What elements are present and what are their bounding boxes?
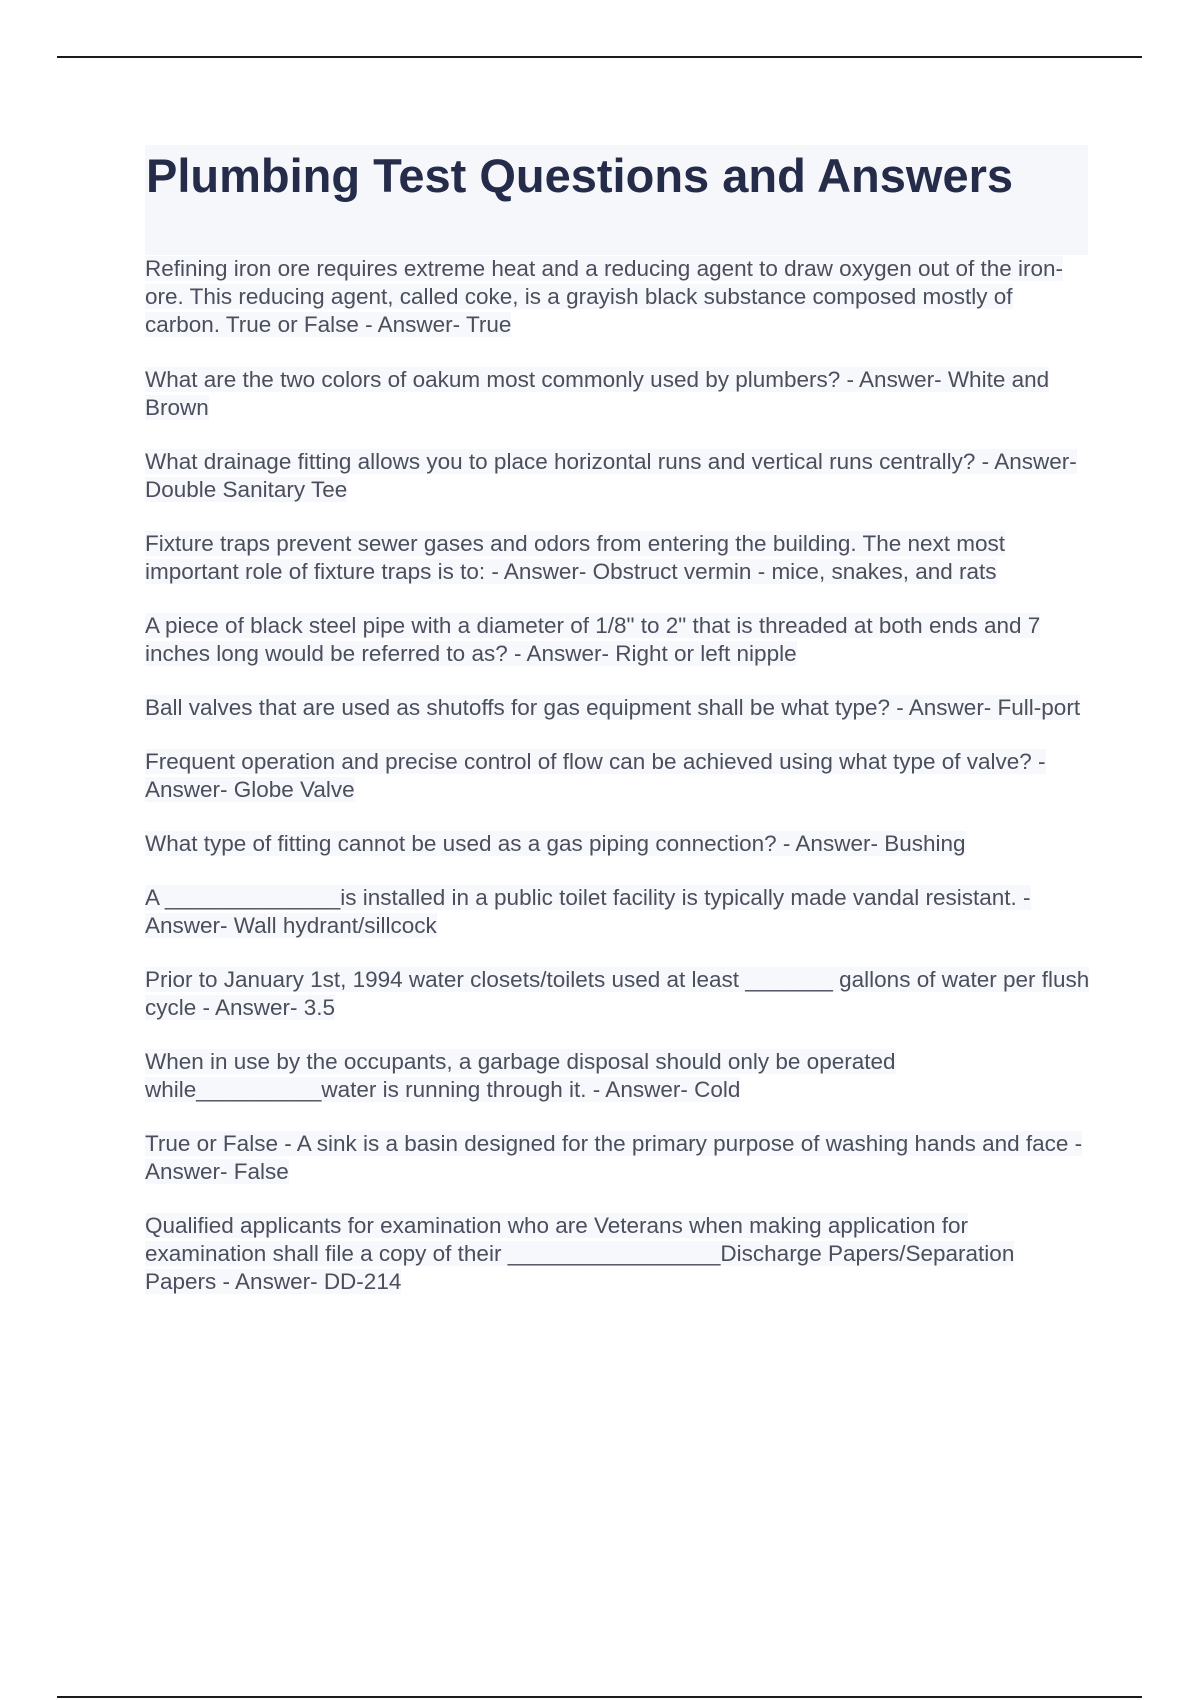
qa-item [145,612,1090,668]
qa-item [145,448,1090,504]
qa-text: Ball valves that are used as shutoffs for gas equipment shall be what type? - Answer- Full-port [145,695,1081,720]
qa-text: When in use by the occupants, a garbage disposal should only be operated while__________water is running through it. - Answer- Cold [145,1049,896,1102]
qa-item [145,966,1090,1022]
qa-text: What are the two colors of oakum most commonly used by plumbers? - Answer- White and Brown [145,367,1050,420]
bottom-rule [57,1696,1142,1698]
qa-text: True or False - A sink is a basin designed for the primary purpose of washing hands and face - Answer- False [145,1131,1083,1184]
qa-item [145,255,1090,339]
qa-text: Qualified applicants for examination who are Veterans when making application for examination shall file a copy of their _________________Discharge Papers/Separation Papers - Answer- DD-214 [145,1213,1015,1294]
qa-item [145,366,1090,422]
qa-text: Refining iron ore requires extreme heat and a reducing agent to draw oxygen out of the iron-ore. This reducing agent, called coke, is a grayish black substance composed mostly of carbon. True or False - Answer- True [145,256,1064,337]
qa-list [145,255,1090,1322]
top-rule [57,56,1142,58]
page-title: Plumbing Test Questions and Answers [146,149,1014,202]
qa-text: Prior to January 1st, 1994 water closets/toilets used at least _______ gallons of water per flush cycle - Answer- 3.5 [145,967,1090,1020]
qa-item [145,1212,1090,1296]
qa-item [145,884,1090,940]
qa-item [145,694,1090,722]
qa-item [145,748,1090,804]
qa-text: What drainage fitting allows you to place horizontal runs and vertical runs centrally? - Answer- Double Sanitary Tee [145,449,1077,502]
qa-text: A piece of black steel pipe with a diameter of 1/8" to 2" that is threaded at both ends and 7 inches long would be referred to as? - Answer- Right or left nipple [145,613,1041,666]
qa-item [145,530,1090,586]
qa-text: Fixture traps prevent sewer gases and odors from entering the building. The next most important role of fixture traps is to: - Answer- Obstruct vermin - mice, snakes, and rats [145,531,1006,584]
qa-text: A ______________is installed in a public toilet facility is typically made vandal resistant. - Answer- Wall hydrant/sillcock [145,885,1031,938]
qa-item [145,830,1090,858]
qa-item [145,1130,1090,1186]
qa-item [145,1048,1090,1104]
qa-text: Frequent operation and precise control of flow can be achieved using what type of valve? - Answer- Globe Valve [145,749,1046,802]
qa-text: What type of fitting cannot be used as a gas piping connection? - Answer- Bushing [145,831,966,856]
